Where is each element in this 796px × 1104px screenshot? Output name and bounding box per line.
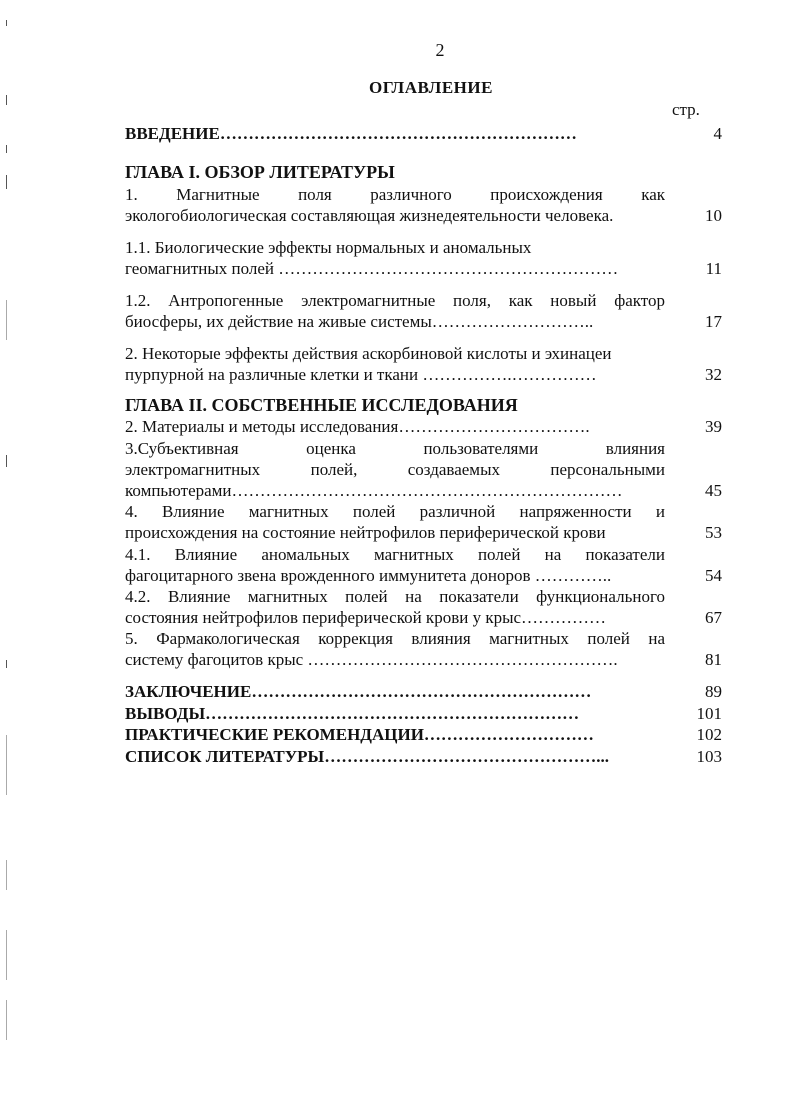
- toc-entry-line[interactable]: 5. Фармакологическая коррекция влияния магнитных полей на: [125, 629, 665, 648]
- pages-column-header: стр.: [672, 100, 700, 119]
- toc-entry-line[interactable]: 4. Влияние магнитных полей различной напряженности и: [125, 502, 665, 521]
- toc-entry-line[interactable]: 4.1. Влияние аномальных магнитных полей на показатели: [125, 545, 665, 564]
- toc-chapter-1-heading[interactable]: ГЛАВА I. ОБЗОР ЛИТЕРАТУРЫ: [125, 162, 395, 182]
- toc-entry-line[interactable]: систему фагоцитов крыс ……………………………………………….: [125, 650, 618, 669]
- page-title: ОГЛАВЛЕНИЕ: [369, 78, 493, 97]
- toc-entry-line[interactable]: компьютерами……………………………………………………………: [125, 481, 623, 500]
- toc-page-ref: 67: [705, 608, 722, 627]
- toc-chapter-2-heading[interactable]: ГЛАВА II. СОБСТВЕННЫЕ ИССЛЕДОВАНИЯ: [125, 395, 518, 415]
- toc-entry-line[interactable]: фагоцитарного звена врожденного иммунитета доноров …………..: [125, 566, 612, 585]
- toc-entry-line[interactable]: 3.Субъективная оценка пользователями влияния: [125, 439, 665, 458]
- toc-entry-line[interactable]: 4.2. Влияние магнитных полей на показатели функционального: [125, 587, 665, 606]
- toc-entry-line[interactable]: происхождения на состояние нейтрофилов периферической крови: [125, 523, 606, 542]
- toc-page-ref: 45: [705, 481, 722, 500]
- toc-entry-line[interactable]: 2. Некоторые эффекты действия аскорбиновой кислоты и эхинацеи: [125, 344, 612, 363]
- page-number: 2: [435, 40, 445, 60]
- scan-edge-marks: [0, 0, 30, 1104]
- toc-page-ref: 10: [705, 206, 722, 225]
- toc-entry-introduction[interactable]: ВВЕДЕНИЕ………………………………………………………: [125, 124, 577, 143]
- toc-entry-line[interactable]: 1.1. Биологические эффекты нормальных и аномальных: [125, 238, 532, 257]
- toc-page-ref: 17: [705, 312, 722, 331]
- toc-entry-line[interactable]: состояния нейтрофилов периферической крови у крыс……………: [125, 608, 607, 627]
- toc-page-ref: 39: [705, 417, 722, 436]
- toc-entry-conclusion[interactable]: ЗАКЛЮЧЕНИЕ……………………………………………………: [125, 682, 592, 701]
- toc-entry-line[interactable]: 2. Материалы и методы исследования…………………………….: [125, 417, 590, 436]
- toc-page-ref: 11: [705, 259, 722, 278]
- toc-page-ref: 54: [705, 566, 722, 585]
- toc-entry-line[interactable]: геомагнитных полей ……………………………………………………: [125, 259, 619, 278]
- toc-entry-line[interactable]: экологобиологическая составляющая жизнедеятельности человека.: [125, 206, 614, 225]
- toc-entry-line[interactable]: 1.2. Антропогенные электромагнитные поля, как новый фактор: [125, 291, 665, 310]
- toc-entry-recommendations[interactable]: ПРАКТИЧЕСКИЕ РЕКОМЕНДАЦИИ…………………………: [125, 725, 594, 744]
- toc-entry-line[interactable]: пурпурной на различные клетки и ткани …………….……………: [125, 365, 597, 384]
- toc-page-ref: 4: [713, 124, 722, 143]
- toc-entry-line[interactable]: 1. Магнитные поля различного происхождения как: [125, 185, 665, 204]
- toc-page-ref: 32: [705, 365, 722, 384]
- toc-page-ref: 81: [705, 650, 722, 669]
- toc-entry-line[interactable]: электромагнитных полей, создаваемых персональными: [125, 460, 665, 479]
- toc-page-ref: 89: [705, 682, 722, 701]
- toc-page-ref: 101: [696, 704, 722, 723]
- toc-entry-findings[interactable]: ВЫВОДЫ…………………………………………………………: [125, 704, 580, 723]
- toc-page-ref: 103: [696, 747, 722, 766]
- toc-page-ref: 53: [705, 523, 722, 542]
- toc-entry-references[interactable]: СПИСОК ЛИТЕРАТУРЫ…………………………………………...: [125, 747, 610, 766]
- toc-entry-line[interactable]: биосферы, их действие на живые системы………………………..: [125, 312, 594, 331]
- toc-page-ref: 102: [696, 725, 722, 744]
